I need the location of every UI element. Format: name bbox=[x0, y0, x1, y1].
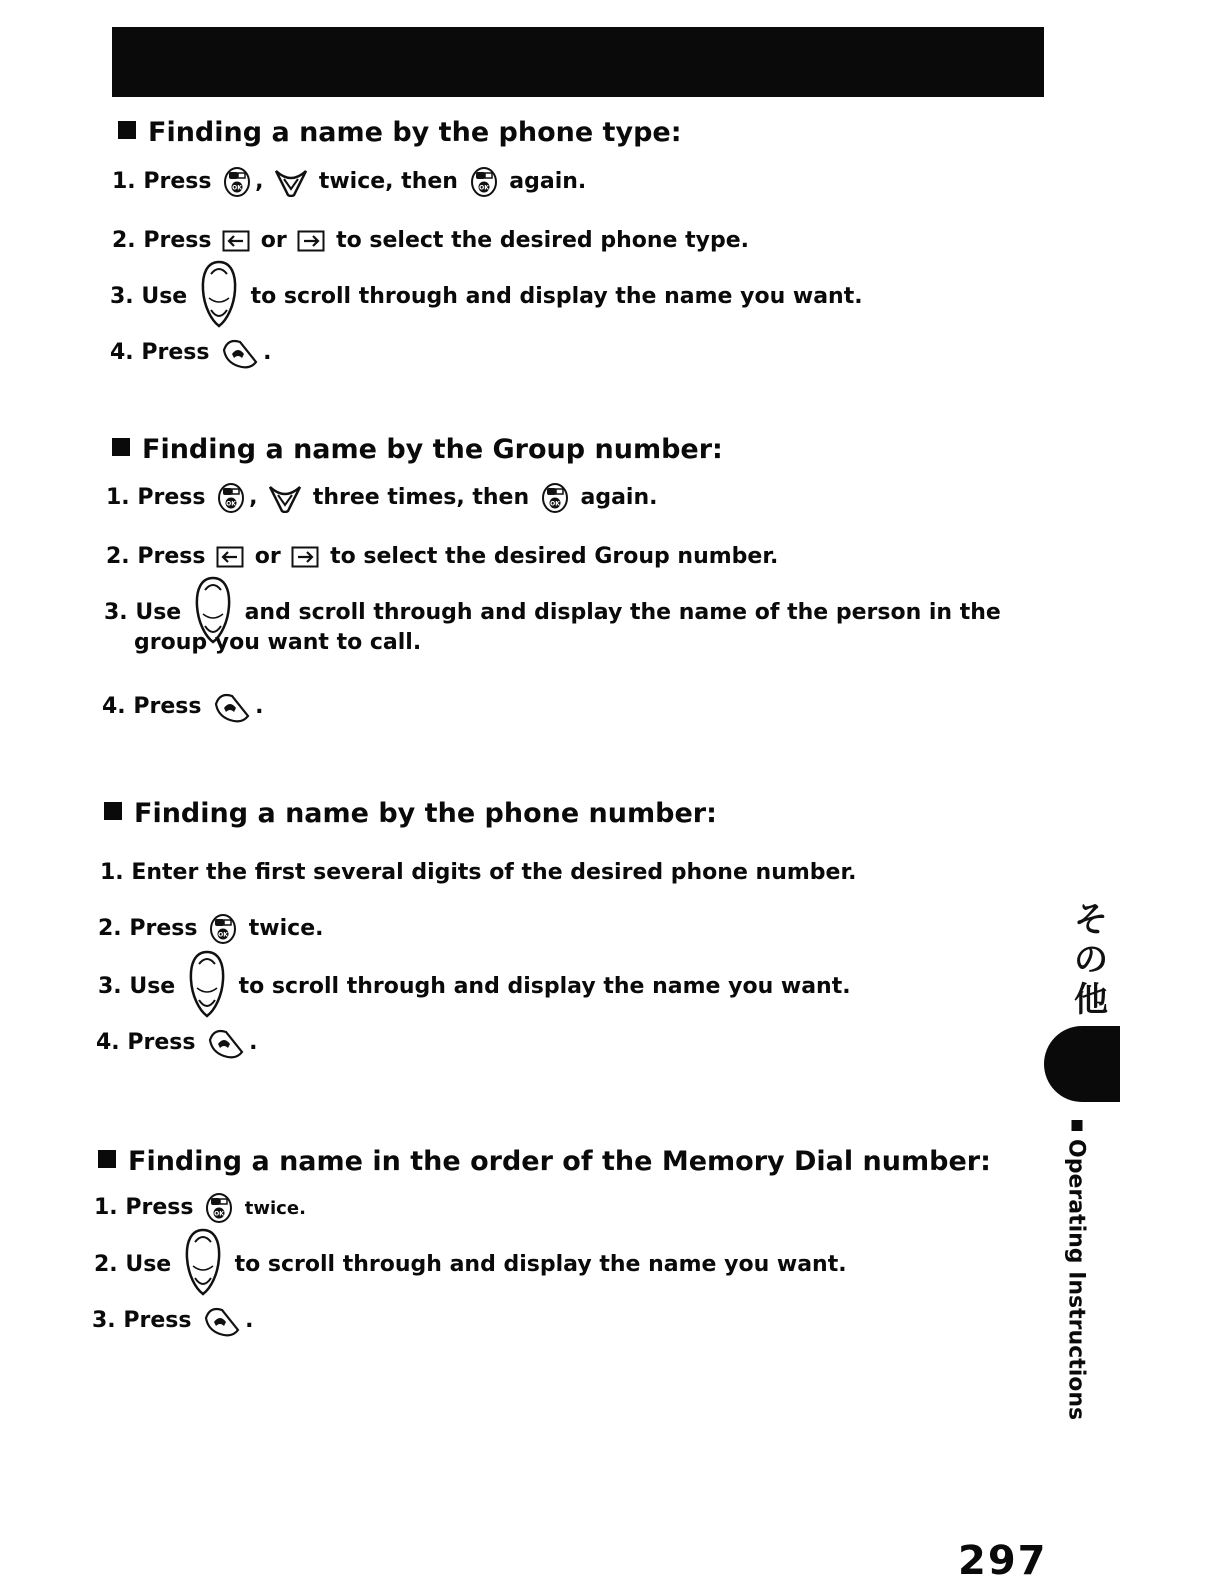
step: 2. Press or to select the desired Group number. bbox=[106, 544, 779, 569]
sidebar-tab-marker bbox=[1044, 1026, 1120, 1102]
menu-ok-key-icon bbox=[208, 913, 238, 945]
down-key-icon bbox=[274, 167, 308, 197]
bullet-square bbox=[1072, 1120, 1083, 1131]
send-key-icon bbox=[212, 690, 252, 724]
page-number: 297 bbox=[958, 1538, 1048, 1584]
right-arrow-key-icon bbox=[297, 230, 325, 252]
send-key-icon bbox=[220, 336, 260, 370]
section-heading: Finding a name in the order of the Memory Dial number: bbox=[98, 1146, 991, 1178]
step: 4. Press . bbox=[96, 1026, 257, 1060]
step: 4. Press . bbox=[110, 336, 271, 370]
send-key-icon bbox=[202, 1304, 242, 1338]
step: 2. Press OK twice. bbox=[98, 913, 323, 945]
step: 3. Use to scroll through and display the name you want. bbox=[98, 972, 851, 1002]
svg-text:OK: OK bbox=[232, 184, 242, 192]
down-key-icon bbox=[268, 483, 302, 513]
bullet-square bbox=[112, 438, 130, 456]
send-key-icon bbox=[206, 1026, 246, 1060]
bullet-square bbox=[104, 802, 122, 820]
svg-text:OK: OK bbox=[218, 931, 228, 939]
step: 3. Use to scroll through and display the name you want. bbox=[110, 282, 863, 312]
left-arrow-key-icon bbox=[222, 230, 250, 252]
svg-text:OK: OK bbox=[549, 500, 560, 508]
scroll-key-icon bbox=[187, 972, 227, 1002]
header-bar bbox=[112, 27, 1044, 97]
sidebar-japanese-label: その他 bbox=[1074, 900, 1108, 1020]
menu-ok-key-icon bbox=[540, 482, 570, 514]
section-heading: Finding a name by the phone number: bbox=[104, 798, 717, 830]
step: 1. Press OK twice. bbox=[94, 1192, 306, 1224]
bullet-square bbox=[98, 1150, 116, 1168]
section-heading: Finding a name by the phone type: bbox=[118, 117, 682, 149]
scroll-key-icon bbox=[199, 282, 239, 312]
svg-text:OK: OK bbox=[478, 184, 489, 192]
step: 1. Press OK , three times, then OK again. bbox=[106, 482, 657, 514]
menu-ok-key-icon bbox=[222, 166, 252, 198]
step: 4. Press . bbox=[102, 690, 263, 724]
scroll-key-icon bbox=[193, 598, 233, 628]
step: 3. Use and scroll through and display the name of the person in the group you want to call. bbox=[104, 598, 1001, 658]
step: 1. Press OK , twice, then OK again. bbox=[112, 166, 586, 198]
scroll-key-icon bbox=[183, 1250, 223, 1280]
menu-ok-key-icon bbox=[216, 482, 246, 514]
menu-ok-key-icon bbox=[469, 166, 499, 198]
svg-text:OK: OK bbox=[226, 500, 236, 508]
step: 3. Press . bbox=[92, 1304, 253, 1338]
section-heading: Finding a name by the Group number: bbox=[112, 434, 723, 466]
bullet-square bbox=[118, 121, 136, 139]
step: 2. Press or to select the desired phone type. bbox=[112, 228, 749, 253]
step: 1. Enter the first several digits of the desired phone number. bbox=[100, 860, 857, 885]
sidebar-section-label: Operating Instructions bbox=[1056, 1120, 1096, 1440]
menu-ok-key-icon bbox=[204, 1192, 234, 1224]
right-arrow-key-icon bbox=[291, 546, 319, 568]
svg-text:OK: OK bbox=[214, 1210, 224, 1218]
step: 2. Use to scroll through and display the name you want. bbox=[94, 1250, 847, 1280]
left-arrow-key-icon bbox=[216, 546, 244, 568]
